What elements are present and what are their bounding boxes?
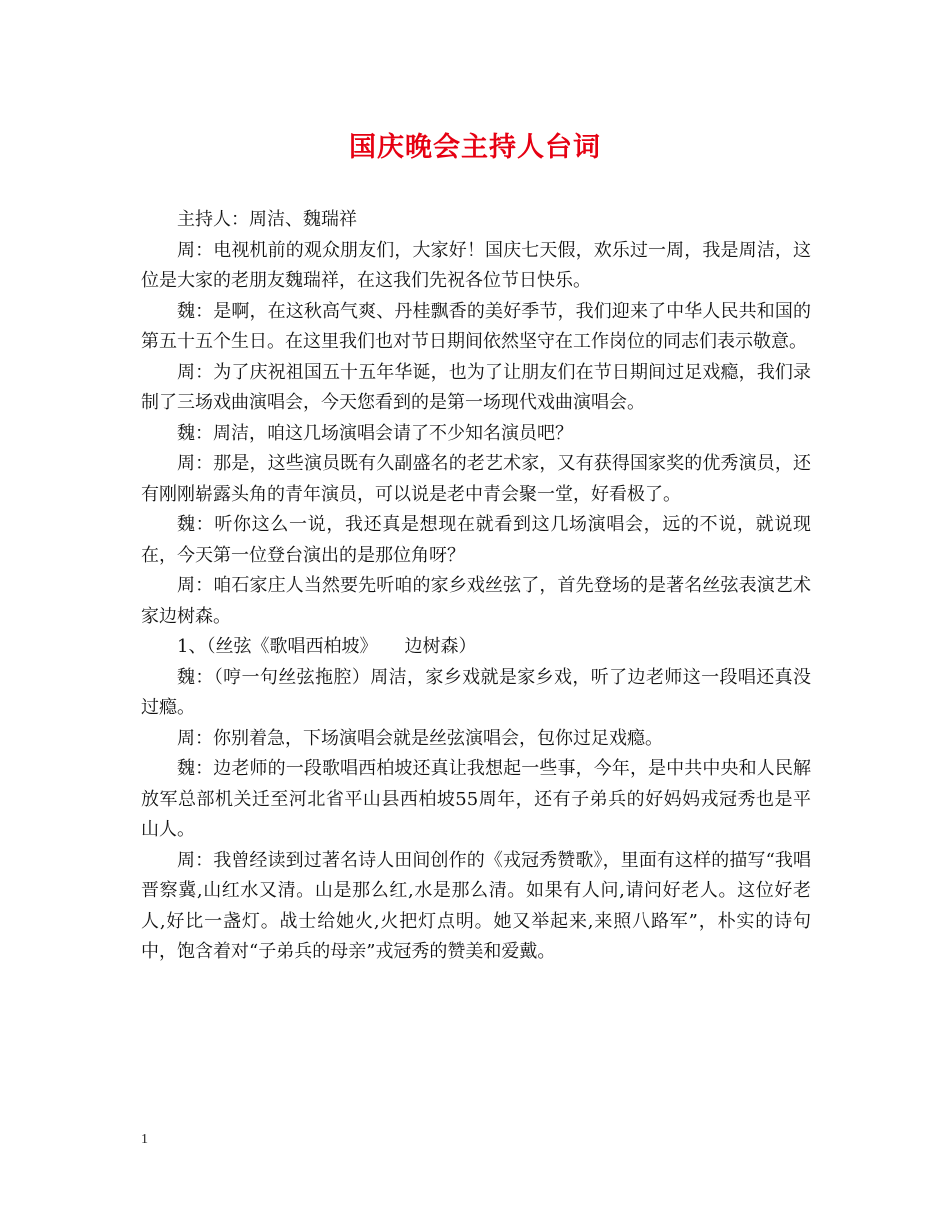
dialogue-paragraph: 周：我曾经读到过著名诗人田间创作的《戎冠秀赞歌》，里面有这样的描写“我唱晋察冀,山红水又清。山是那么红,水是那么清。如果有人问,请问好老人。这位好老人,好比一盏灯。战士给她火,火把灯点明。她又举起来,来照八路军”，朴实的诗句中，饱含着对“子弟兵的母亲”戎冠秀的赞美和爱戴。 [141,849,811,962]
dialogue-paragraph: 周：那是，这些演员既有久副盛名的老艺术家，又有获得国家奖的优秀演员，还有刚刚崭露头角的青年演员，可以说是老中青会聚一堂，好看极了。 [141,453,811,505]
dialogue-paragraph: 周：咱石家庄人当然要先听咱的家乡戏丝弦了，首先登场的是著名丝弦表演艺术家边树森。 [141,575,811,627]
document-body [141,205,811,968]
dialogue-paragraph: 周：你别着急，下场演唱会就是丝弦演唱会，包你过足戏瘾。 [177,727,663,749]
host-names-paragraph: 主持人：周洁、魏瑞祥 [177,209,357,230]
page-number: 1 [141,1132,148,1147]
dialogue-paragraph: 周：为了庆祝祖国五十五年华诞，也为了让朋友们在节日期间过足戏瘾，我们录制了三场戏曲演唱会，今天您看到的是第一场现代戏曲演唱会。 [141,361,811,413]
dialogue-paragraph: 魏：边老师的一段歌唱西柏坡还真让我想起一些事，今年，是中共中央和人民解放军总部机关迁至河北省平山县西柏坡55周年，还有子弟兵的好妈妈戎冠秀也是平山人。 [141,758,811,840]
document-title: 国庆晚会主持人台词 [349,132,601,163]
program-item: 1、（丝弦《歌唱西柏坡》 边树森） [177,636,477,657]
dialogue-paragraph: 魏：是啊，在这秋高气爽、丹桂飘香的美好季节，我们迎来了中华人民共和国的第五十五个生日。在这里我们也对节日期间依然坚守在工作岗位的同志们表示敬意。 [141,300,811,352]
dialogue-paragraph: 魏：周洁，咱这几场演唱会请了不少知名演员吧？ [177,422,573,444]
dialogue-paragraph: 周：电视机前的观众朋友们，大家好！国庆七天假，欢乐过一周，我是周洁，这位是大家的老朋友魏瑞祥，在这我们先祝各位节日快乐。 [141,239,811,291]
dialogue-paragraph: 魏：听你这么一说，我还真是想现在就看到这几场演唱会，远的不说，就说现在，今天第一位登台演出的是那位角呀？ [141,514,811,566]
dialogue-paragraph: 魏：（哼一句丝弦拖腔）周洁，家乡戏就是家乡戏，听了边老师这一段唱还真没过瘾。 [141,666,811,718]
